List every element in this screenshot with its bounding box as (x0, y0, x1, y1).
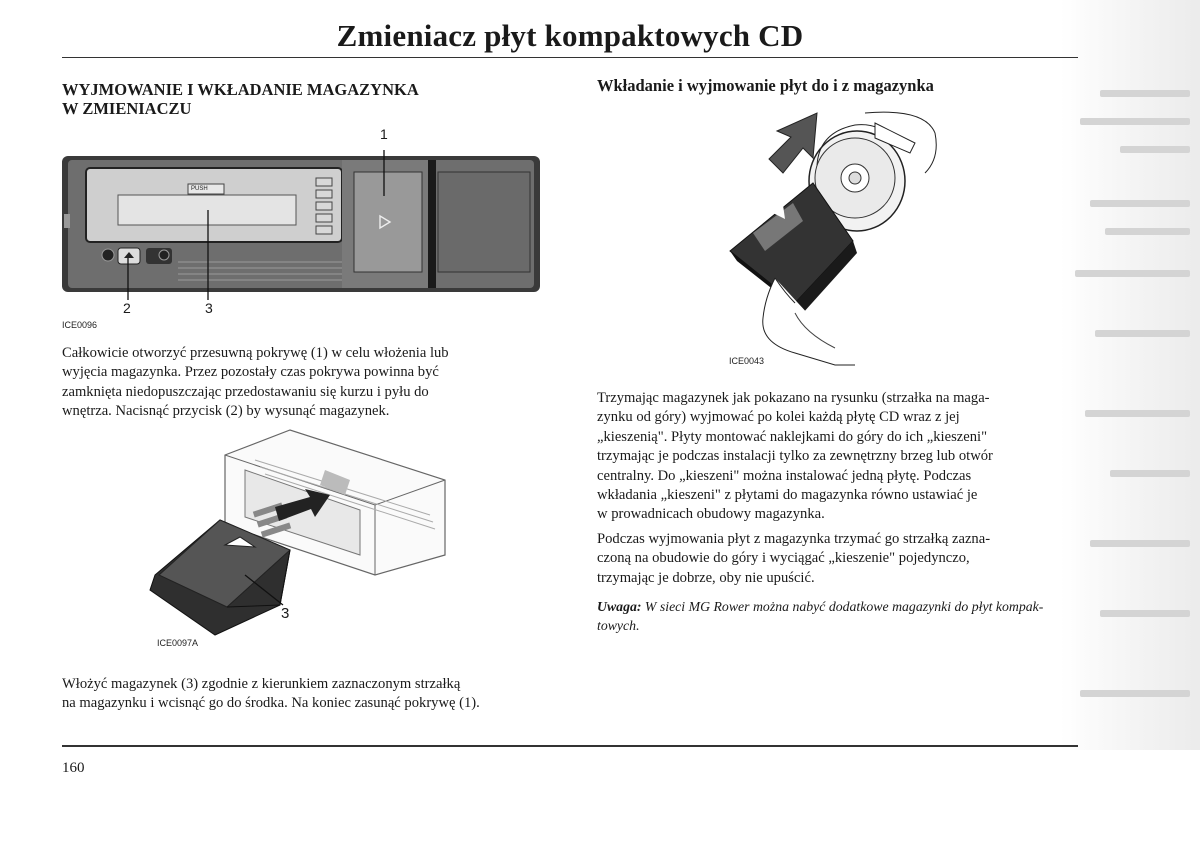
note-label: Uwaga: (597, 599, 642, 614)
heading-line-1: WYJMOWANIE I WKŁADANIE MAGAZYNKA (62, 80, 419, 99)
text-line: zynku od góry) wyjmować po kolei każdą płytę CD wraz z jej (597, 409, 960, 426)
callout-1: 1 (380, 126, 388, 142)
figure-code-3: ICE0043 (729, 356, 765, 366)
section-heading-right: Wkładanie i wyjmowanie płyt do i z magazynka (597, 76, 934, 95)
paragraph-right-2 (597, 530, 990, 588)
text-line: Podczas wyjmowania płyt z magazynka trzymać go strzałką zazna- (597, 531, 991, 547)
figure-code-2: ICE0097A (157, 638, 199, 648)
disc-handling-illustration (725, 103, 950, 368)
text-line: zamknięta niedopuszczając przedostawaniu się kurzu i pyłu do (62, 383, 429, 400)
text-line: wkładania „kieszeni" z płytami do magazynka równo ustawiać je (597, 487, 978, 504)
callout-3-magazine: 3 (281, 605, 290, 622)
text-line: Trzymając magazynek jak pokazano na rysunku (strzałka na maga- (597, 390, 990, 406)
cd-changer-front-illustration (58, 150, 548, 300)
text-line: czoną na obudowie do góry i wyciągać „kieszenie" pojedynczo, (597, 550, 970, 567)
section-heading-left (62, 80, 419, 118)
footer-divider (62, 745, 1078, 747)
push-button-label: PUSH (191, 186, 208, 192)
text-line: trzymając je podczas instalacji tylko za zewnętrzny brzeg lub otwór (597, 448, 993, 465)
paragraph-right-1 (597, 389, 993, 525)
text-line: na magazynku i wcisnąć go do środka. Na koniec zasunąć pokrywę (1). (62, 695, 480, 712)
note-text-2: towych. (597, 618, 640, 634)
text-line: wyjęcia magazynka. Przez pozostały czas pokrywa powinna być (62, 364, 439, 381)
page-number: 160 (62, 760, 85, 776)
paragraph-left-2 (62, 675, 480, 714)
note-text-1: W sieci MG Rower można nabyć dodatkowe magazynki do płyt kompak- (641, 599, 1044, 614)
heading-line-2: W ZMIENIACZU (62, 99, 192, 118)
text-line: Włożyć magazynek (3) zgodnie z kierunkiem zaznaczonym strzałką (62, 676, 461, 692)
text-line: w prowadnicach obudowy magazynka. (597, 506, 825, 523)
text-line: Całkowicie otworzyć przesuwną pokrywę (1) w celu włożenia lub (62, 345, 449, 361)
text-line: centralny. Do „kieszeni" można instalować jedną płytę. Podczas (597, 467, 972, 484)
note-paragraph (597, 597, 1043, 636)
title-divider (62, 57, 1078, 58)
callout-3: 3 (205, 300, 213, 316)
callout-2: 2 (123, 300, 131, 316)
paragraph-left-1 (62, 344, 449, 422)
magazine-insertion-illustration (145, 425, 465, 650)
page-bleed-through (1060, 0, 1200, 750)
text-line: wnętrza. Nacisnąć przycisk (2) by wysunąć magazynek. (62, 403, 390, 420)
page-title: Zmieniacz płyt kompaktowych CD (336, 18, 804, 53)
text-line: „kieszenią". Płyty montować naklejkami do góry do ich „kieszeni" (597, 428, 988, 445)
figure-code-1: ICE0096 (62, 320, 98, 330)
text-line: trzymając je dobrze, oby nie upuścić. (597, 569, 815, 586)
